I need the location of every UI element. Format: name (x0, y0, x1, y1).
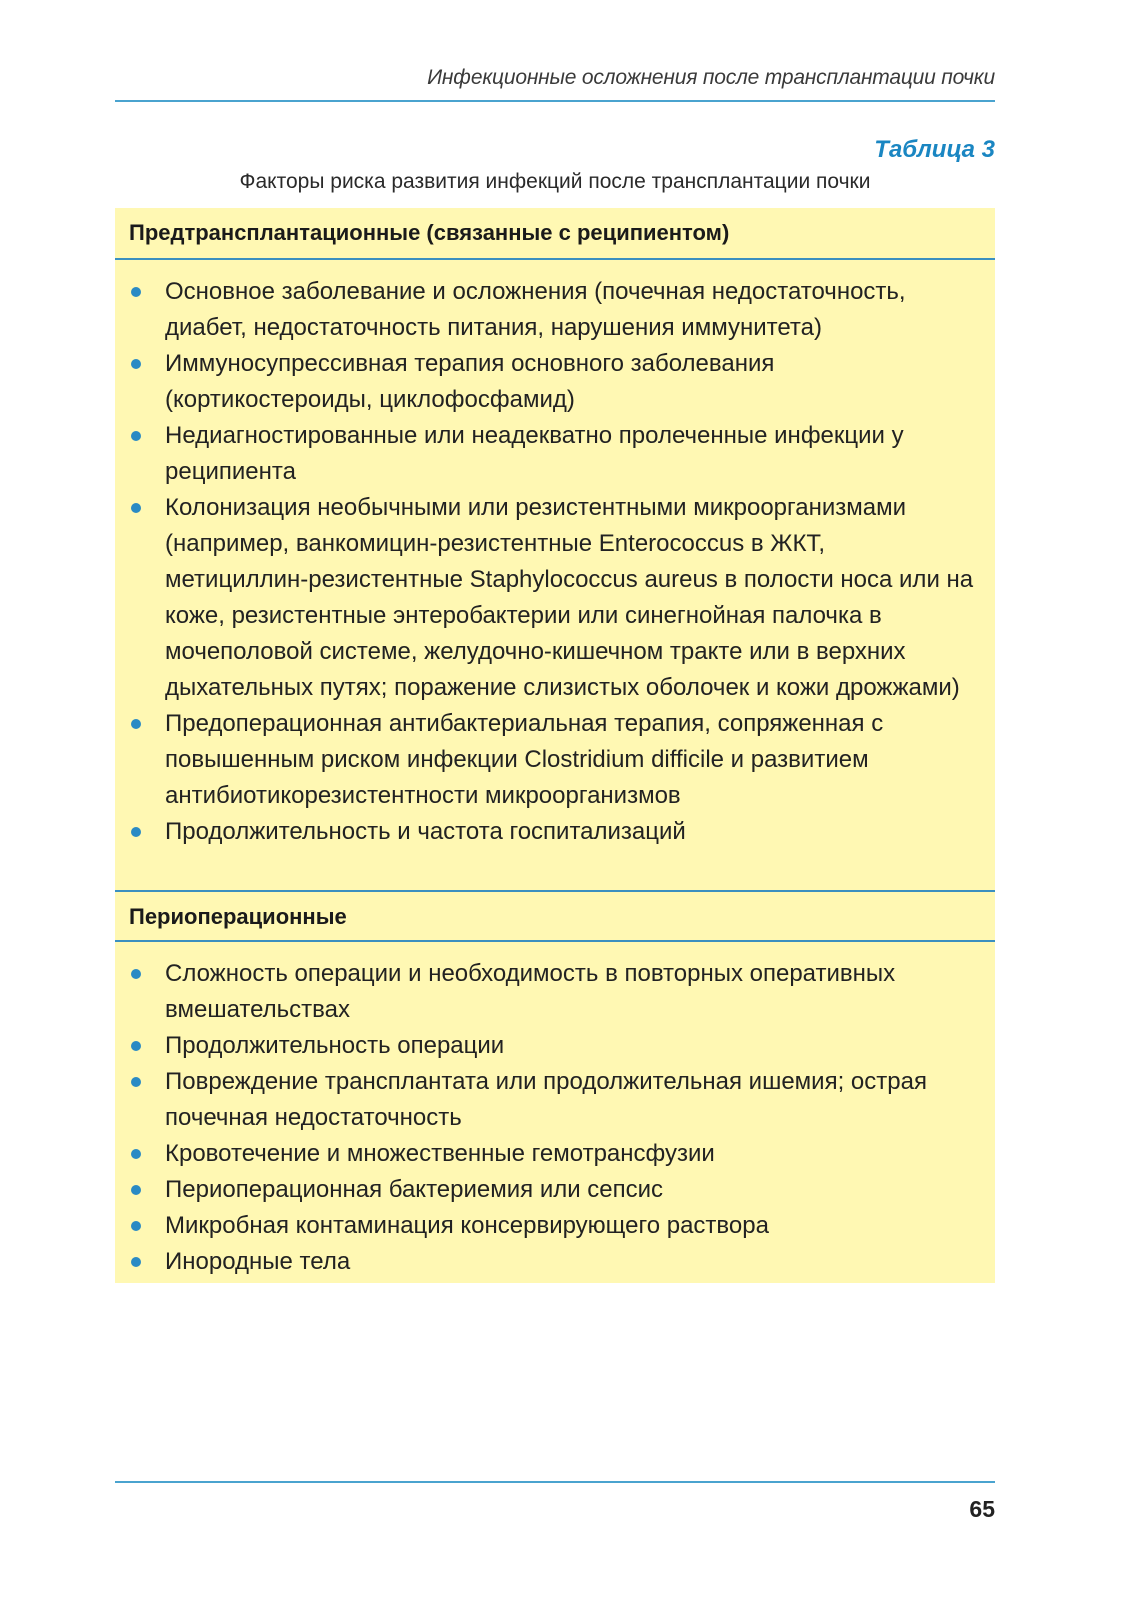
bullet-icon (131, 1221, 141, 1231)
list-item-text: Кровотечение и множественные гемотрансфузии (165, 1140, 715, 1167)
list-item (115, 1172, 995, 1208)
list-item (115, 814, 995, 850)
bullet-icon (131, 503, 141, 513)
bullet-icon (131, 827, 141, 837)
list-item (115, 1244, 995, 1280)
list-item-text: Продолжительность операции (165, 1032, 505, 1059)
list-item-text: Недиагностированные или неадекватно пролеченные инфекции у реципиента (165, 422, 904, 485)
list-item-text: Микробная контаминация консервирующего раствора (165, 1212, 769, 1239)
list-item-text: Повреждение трансплантата или продолжительная ишемия; острая почечная недостаточность (165, 1068, 927, 1131)
bullet-icon (131, 287, 141, 297)
list-item-text: Предоперационная антибактериальная терапия, сопряженная с повышенным риском инфекции Clostridium difficile и развитием антибиотикорезистентности микроорганизмов (165, 710, 884, 809)
list-item (115, 1028, 995, 1064)
bullet-icon (131, 719, 141, 729)
list-item (115, 418, 995, 490)
section-heading-perioperative: Периоперационные (115, 890, 995, 942)
bullet-icon (131, 1257, 141, 1267)
bullet-icon (131, 359, 141, 369)
table-label: Таблица 3 (874, 136, 995, 163)
table-caption: Факторы риска развития инфекций после трансплантации почки (239, 170, 871, 193)
running-header: Инфекционные осложнения после трансплантации почки (427, 66, 995, 89)
section-heading-pretransplant: Предтрансплантационные (связанные с реципиентом) (115, 208, 995, 260)
risk-factors-table (115, 208, 995, 1283)
list-item (115, 706, 995, 814)
perioperative-list (115, 956, 995, 1280)
list-item (115, 490, 995, 706)
list-item (115, 1208, 995, 1244)
bullet-icon (131, 1041, 141, 1051)
list-item (115, 956, 995, 1028)
list-item (115, 274, 995, 346)
bullet-icon (131, 1185, 141, 1195)
footer-rule (115, 1481, 995, 1483)
list-item-text: Инородные тела (165, 1248, 351, 1275)
header-rule (115, 100, 995, 102)
bullet-icon (131, 431, 141, 441)
list-item (115, 1064, 995, 1136)
list-item-text: Колонизация необычными или резистентными микроорганизмами (например, ванкомицин-резистентные Enterococcus в ЖКТ, метициллин-резистентные Staphylococcus aureus в полости носа или на коже, резистентные энтеробактерии или синегнойная палочка в мочеполовой системе, желудочно-кишечном тракте или в верхних дыхательных путях; поражение слизистых оболочек и кожи дрожжами) (165, 494, 974, 701)
list-item-text: Основное заболевание и осложнения (почечная недостаточность, диабет, недостаточность питания, нарушения иммунитета) (165, 278, 906, 341)
list-item-text: Сложность операции и необходимость в повторных оперативных вмешательствах (165, 960, 896, 1023)
page-number: 65 (969, 1496, 995, 1522)
bullet-icon (131, 1149, 141, 1159)
list-item-text: Иммуносупрессивная терапия основного заболевания (кортикостероиды, циклофосфамид) (165, 350, 775, 413)
list-item (115, 1136, 995, 1172)
pretransplant-list (115, 274, 995, 850)
bullet-icon (131, 969, 141, 979)
list-item-text: Продолжительность и частота госпитализаций (165, 818, 686, 845)
bullet-icon (131, 1077, 141, 1087)
list-item (115, 346, 995, 418)
list-item-text: Периоперационная бактериемия или сепсис (165, 1176, 664, 1203)
